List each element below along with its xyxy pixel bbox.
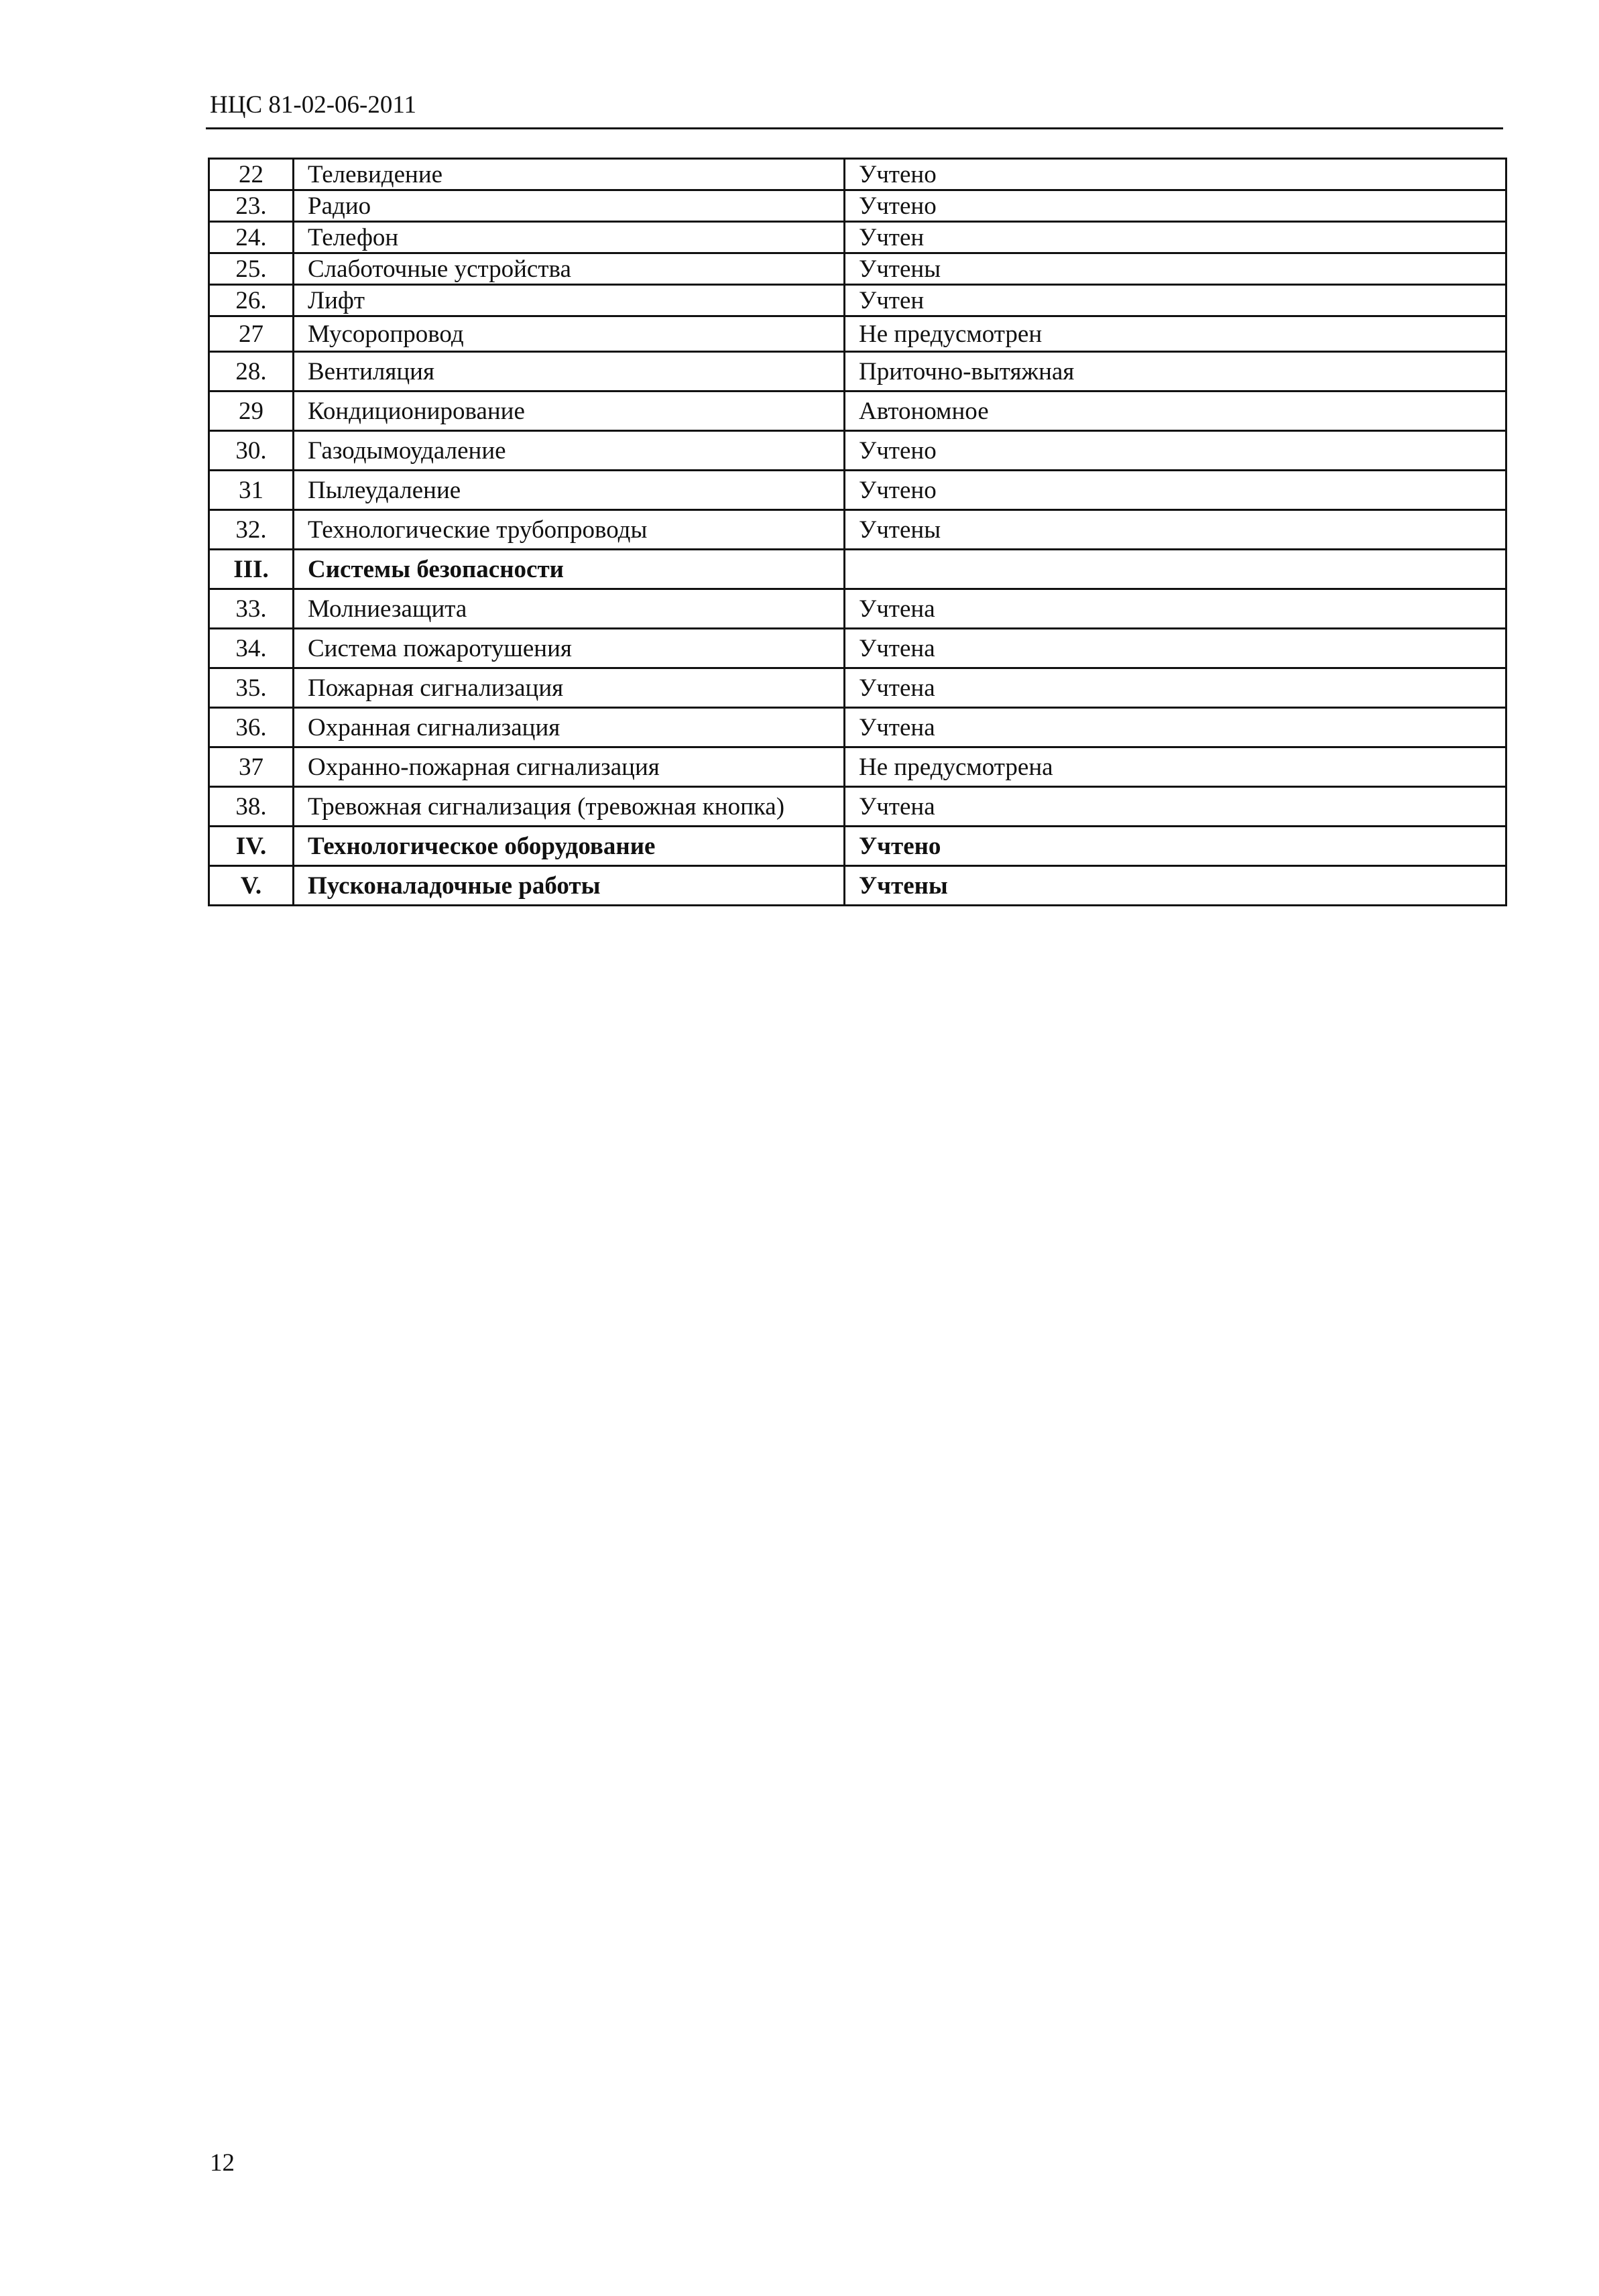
row-name-cell: Охранная сигнализация: [294, 708, 845, 747]
row-name-cell: Вентиляция: [294, 352, 845, 391]
row-name-cell: Молниезащита: [294, 589, 845, 629]
row-value-cell: Учтены: [845, 253, 1506, 285]
table-row: [209, 827, 1506, 866]
row-value-cell: Учтен: [845, 285, 1506, 316]
table-row: [209, 222, 1506, 253]
table-row: [209, 316, 1506, 352]
row-name-cell: Газодымоудаление: [294, 431, 845, 471]
table-row: [209, 550, 1506, 589]
table-row: [209, 159, 1506, 190]
row-name-cell: Радио: [294, 190, 845, 222]
row-name-cell: Технологические трубопроводы: [294, 510, 845, 550]
row-number-cell: III.: [209, 550, 294, 589]
table-row: [209, 747, 1506, 787]
page-number: 12: [210, 2149, 235, 2177]
row-number-cell: 23.: [209, 190, 294, 222]
table-row: [209, 190, 1506, 222]
table-row: [209, 431, 1506, 471]
row-value-cell: [845, 550, 1506, 589]
row-value-cell: Учтено: [845, 159, 1506, 190]
row-name-cell: Телефон: [294, 222, 845, 253]
row-name-cell: Телевидение: [294, 159, 845, 190]
row-name-cell: Пылеудаление: [294, 471, 845, 510]
row-value-cell: Приточно-вытяжная: [845, 352, 1506, 391]
row-value-cell: Не предусмотрен: [845, 316, 1506, 352]
row-number-cell: 24.: [209, 222, 294, 253]
table-row: [209, 589, 1506, 629]
table-body: [209, 159, 1506, 906]
row-value-cell: Учтено: [845, 827, 1506, 866]
row-number-cell: 26.: [209, 285, 294, 316]
row-value-cell: Учтено: [845, 471, 1506, 510]
row-number-cell: 34.: [209, 629, 294, 668]
row-number-cell: 30.: [209, 431, 294, 471]
table-row: [209, 285, 1506, 316]
row-number-cell: IV.: [209, 827, 294, 866]
row-number-cell: 22: [209, 159, 294, 190]
table-row: [209, 668, 1506, 708]
table-row: [209, 787, 1506, 827]
row-name-cell: Пожарная сигнализация: [294, 668, 845, 708]
row-number-cell: 27: [209, 316, 294, 352]
table-row: [209, 253, 1506, 285]
table-row: [209, 391, 1506, 431]
row-value-cell: Учтены: [845, 866, 1506, 906]
row-name-cell: Мусоропровод: [294, 316, 845, 352]
row-name-cell: Кондиционирование: [294, 391, 845, 431]
row-value-cell: Учтена: [845, 708, 1506, 747]
page-header: НЦС 81-02-06-2011: [210, 91, 416, 119]
table-row: [209, 352, 1506, 391]
row-number-cell: 37: [209, 747, 294, 787]
row-number-cell: 32.: [209, 510, 294, 550]
row-name-cell: Системы безопасности: [294, 550, 845, 589]
row-number-cell: 25.: [209, 253, 294, 285]
row-value-cell: Учтена: [845, 668, 1506, 708]
header-rule: [206, 127, 1503, 129]
row-number-cell: 31: [209, 471, 294, 510]
row-number-cell: V.: [209, 866, 294, 906]
table-row: [209, 866, 1506, 906]
row-name-cell: Пусконаладочные работы: [294, 866, 845, 906]
spec-table: [208, 158, 1507, 906]
row-value-cell: Учтено: [845, 190, 1506, 222]
row-name-cell: Лифт: [294, 285, 845, 316]
table-row: [209, 471, 1506, 510]
row-name-cell: Охранно-пожарная сигнализация: [294, 747, 845, 787]
table-row: [209, 708, 1506, 747]
row-name-cell: Тревожная сигнализация (тревожная кнопка): [294, 787, 845, 827]
row-number-cell: 35.: [209, 668, 294, 708]
row-number-cell: 38.: [209, 787, 294, 827]
row-name-cell: Система пожаротушения: [294, 629, 845, 668]
row-value-cell: Автономное: [845, 391, 1506, 431]
row-value-cell: Не предусмотрена: [845, 747, 1506, 787]
table-row: [209, 629, 1506, 668]
row-value-cell: Учтена: [845, 629, 1506, 668]
table-row: [209, 510, 1506, 550]
row-number-cell: 33.: [209, 589, 294, 629]
row-number-cell: 28.: [209, 352, 294, 391]
row-number-cell: 29: [209, 391, 294, 431]
row-value-cell: Учтена: [845, 787, 1506, 827]
row-number-cell: 36.: [209, 708, 294, 747]
row-value-cell: Учтено: [845, 431, 1506, 471]
row-value-cell: Учтены: [845, 510, 1506, 550]
row-value-cell: Учтена: [845, 589, 1506, 629]
row-name-cell: Слаботочные устройства: [294, 253, 845, 285]
row-value-cell: Учтен: [845, 222, 1506, 253]
row-name-cell: Технологическое оборудование: [294, 827, 845, 866]
